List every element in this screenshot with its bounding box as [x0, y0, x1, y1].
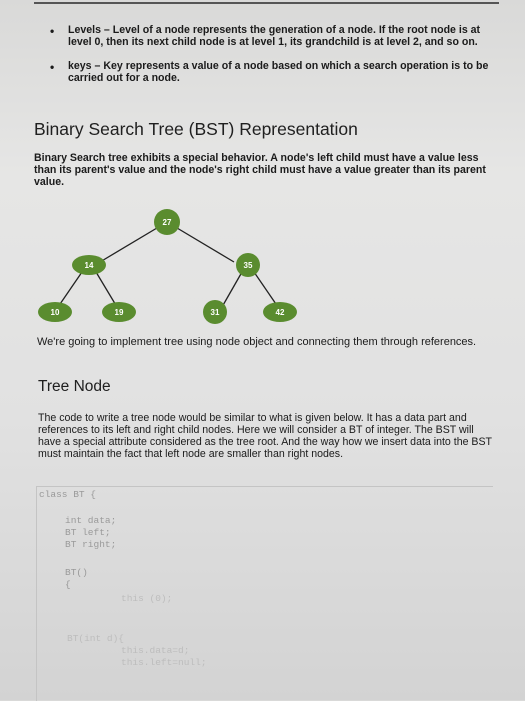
code-line: this.data=d; [121, 645, 190, 656]
node-right-left [203, 300, 227, 324]
node-left [72, 255, 106, 275]
code-line: BT() [65, 567, 88, 578]
bullet-keys [30, 60, 500, 84]
code-line: this.left=null; [121, 657, 207, 668]
bst-heading: Binary Search Tree (BST) Representation [34, 119, 358, 139]
bullet-term: keys [68, 60, 92, 72]
bullet-dot: • [50, 24, 55, 38]
tree-node-paragraph: The code to write a tree node would be similar to what is given below. It has a data part and references to its left and right child nodes. Here we will consider a BT of integer. The BST will have a special attribute considered as the tree root. And the way how we insert data into the BST must maintain the fact that left node are smaller than right nodes. [38, 412, 492, 460]
code-block [36, 486, 493, 701]
code-line: class BT { [39, 489, 97, 500]
node-right-right [263, 302, 297, 322]
node-label: 14 [84, 261, 94, 270]
implement-paragraph: We're going to implement tree using node object and connecting them through references. [37, 336, 477, 348]
bullet-text: – Level of a node represents the generation of a node. If the root node is at level 0, then its next child node is at level 1, its grandchild is at level 2, and so on. [68, 24, 481, 48]
code-line: BT left; [65, 527, 111, 538]
bst-diagram [30, 205, 310, 325]
bullet-dot: • [50, 60, 55, 74]
code-line: { [65, 579, 71, 590]
bullet-term: Levels [68, 24, 101, 36]
node-label: 31 [210, 308, 220, 317]
code-line: this (0); [121, 593, 173, 604]
edge [222, 272, 242, 307]
node-left-left [38, 302, 72, 322]
bullet-text: – Key represents a value of a node based on which a search operation is to be carried out for a node. [68, 60, 489, 84]
node-label: 35 [243, 261, 253, 270]
code-line: int data; [65, 515, 117, 526]
definition-list [30, 24, 500, 96]
edge [96, 272, 117, 307]
code-line: BT(int d){ [67, 633, 125, 644]
bst-paragraph: Binary Search tree exhibits a special behavior. A node's left child must have a value less than its parent's value and the node's right child must have a value greater than its parent value. [34, 152, 486, 188]
bullet-levels [30, 24, 500, 48]
node-right [236, 253, 260, 277]
edge [254, 272, 278, 307]
edge [58, 272, 82, 307]
node-label: 42 [275, 308, 285, 317]
node-left-right [102, 302, 136, 322]
node-label: 27 [162, 218, 172, 227]
node-root [154, 209, 180, 235]
tree-node-heading: Tree Node [38, 378, 111, 395]
node-label: 10 [50, 308, 60, 317]
code-line: BT right; [65, 539, 117, 550]
node-label: 19 [114, 308, 124, 317]
top-rule [34, 2, 499, 4]
